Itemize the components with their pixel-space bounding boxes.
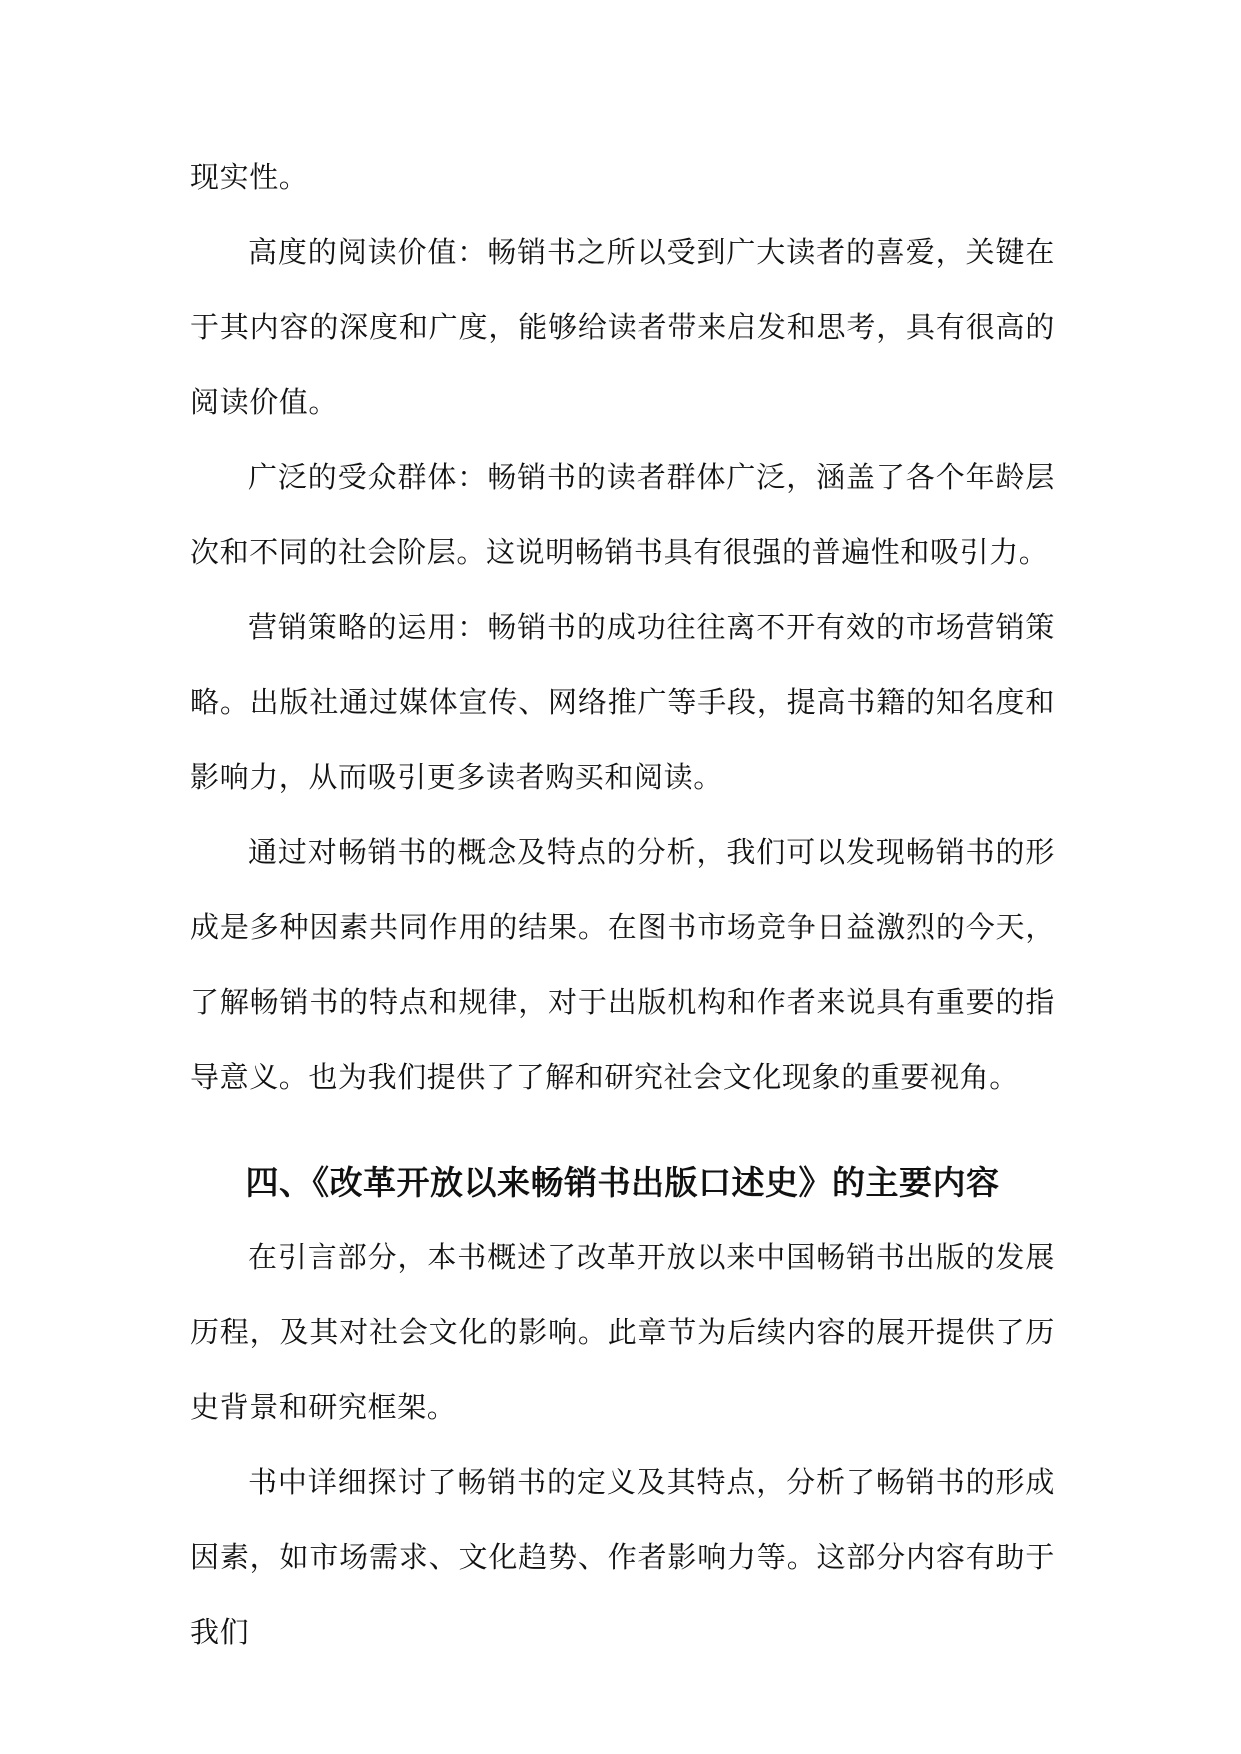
paragraph: 书中详细探讨了畅销书的定义及其特点，分析了畅销书的形成因素，如市场需求、文化趋势、作者影响力等。这部分内容有助于我们 [190, 1465, 1055, 1649]
paragraph: 高度的阅读价值：畅销书之所以受到广大读者的喜爱，关键在于其内容的深度和广度，能够给读者带来启发和思考，具有很高的阅读价值。 [190, 235, 1055, 419]
paragraph: 现实性。 [190, 160, 309, 194]
document-body [190, 140, 1055, 1670]
paragraph: 营销策略的运用：畅销书的成功往往离不开有效的市场营销策略。出版社通过媒体宣传、网络推广等手段，提高书籍的知名度和影响力，从而吸引更多读者购买和阅读。 [190, 610, 1055, 794]
paragraph: 在引言部分，本书概述了改革开放以来中国畅销书出版的发展历程，及其对社会文化的影响。此章节为后续内容的展开提供了历史背景和研究框架。 [190, 1240, 1055, 1424]
paragraph: 通过对畅销书的概念及特点的分析，我们可以发现畅销书的形成是多种因素共同作用的结果。在图书市场竞争日益激烈的今天，了解畅销书的特点和规律，对于出版机构和作者来说具有重要的指导意义。也为我们提供了了解和研究社会文化现象的重要视角。 [190, 835, 1055, 1094]
paragraph: 广泛的受众群体：畅销书的读者群体广泛，涵盖了各个年龄层次和不同的社会阶层。这说明畅销书具有很强的普遍性和吸引力。 [190, 460, 1055, 569]
section-heading: 四、《改革开放以来畅销书出版口述史》的主要内容 [245, 1163, 1000, 1202]
